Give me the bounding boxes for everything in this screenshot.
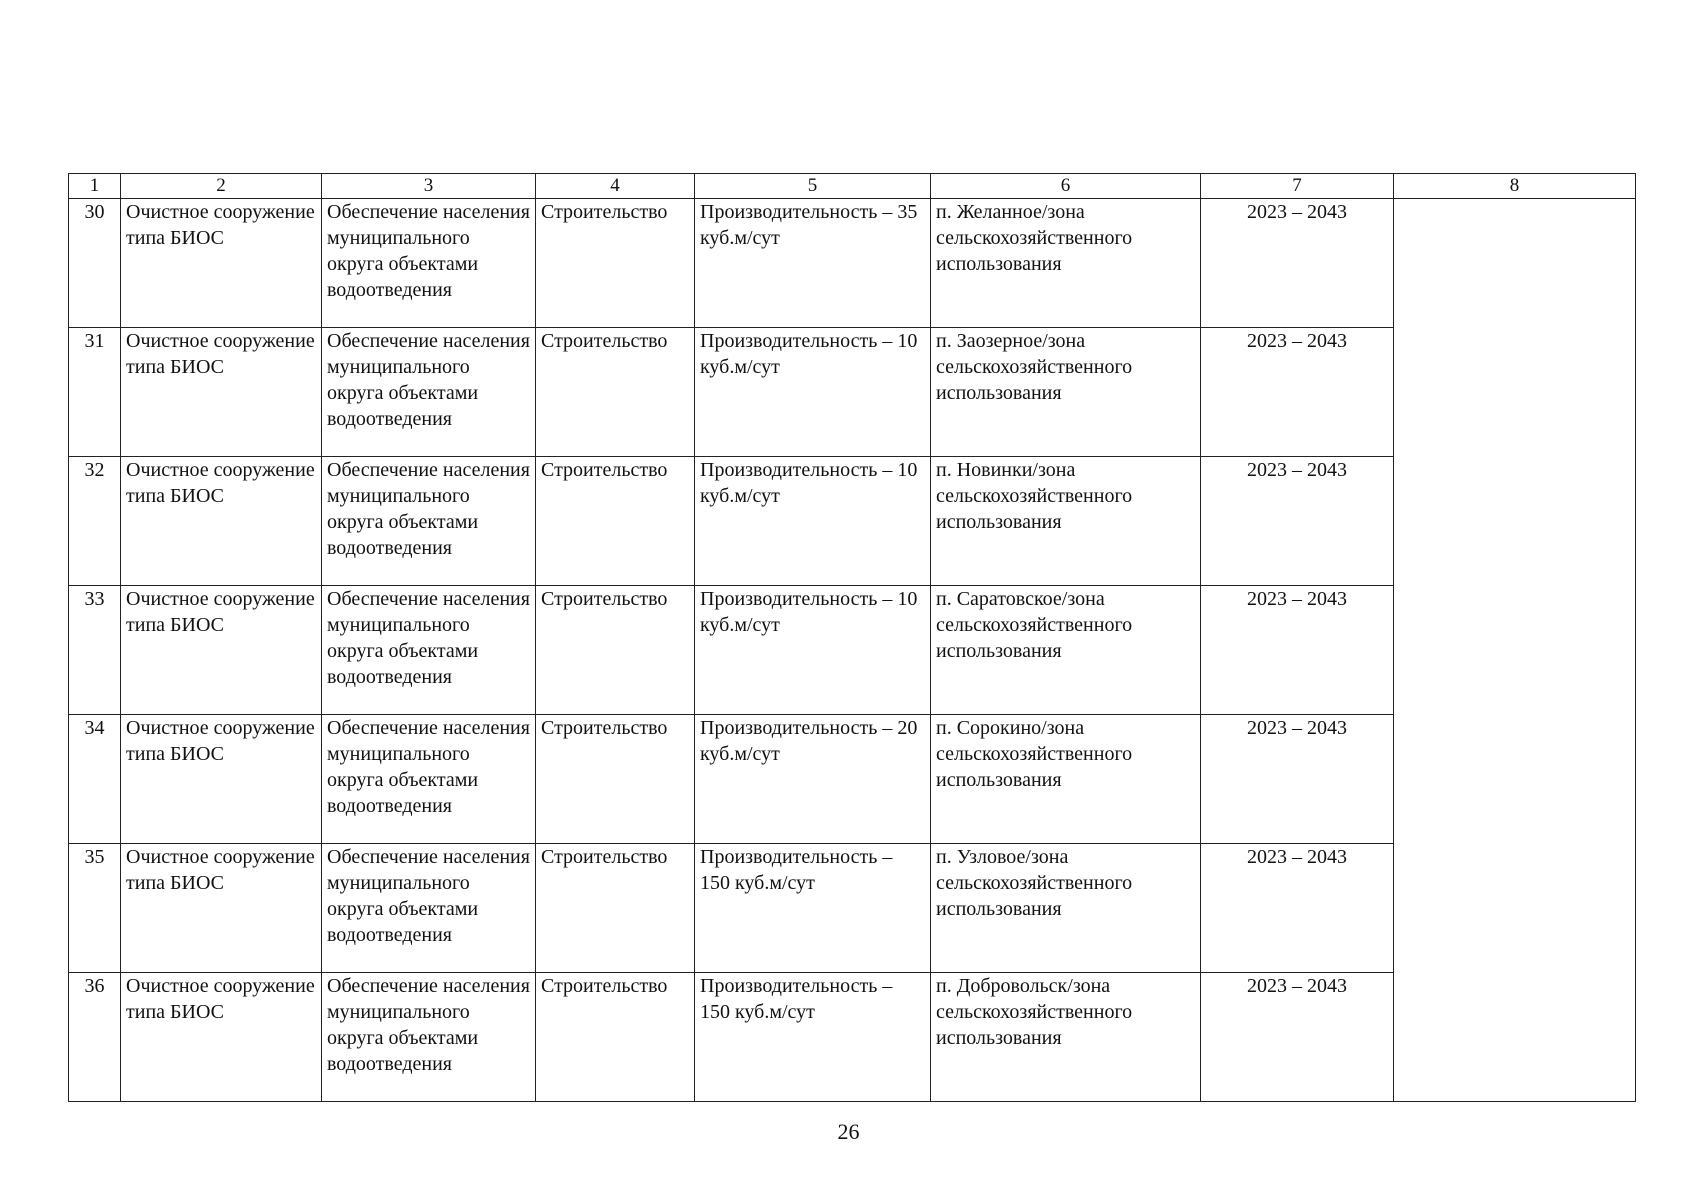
row-number: 31 [69,328,121,457]
column-header: 5 [695,174,931,199]
object-name: Очистное сооружение типа БИОС [121,973,322,1102]
object-capacity: Производительность – 150 куб.м/сут [695,973,931,1102]
object-capacity: Производительность – 10 куб.м/сут [695,328,931,457]
implementation-period: 2023 – 2043 [1201,199,1394,328]
object-location: п. Саратовское/зона сельскохозяйственного использования [931,586,1201,715]
row-number: 34 [69,715,121,844]
row-number: 36 [69,973,121,1102]
objects-table [68,173,1636,1102]
action-type: Строительство [536,586,695,715]
action-type: Строительство [536,199,695,328]
page-number: 26 [837,1119,860,1144]
object-purpose: Обеспечение населения муниципального округа объектами водоотведения [322,715,536,844]
row-number: 32 [69,457,121,586]
object-capacity: Производительность – 150 куб.м/сут [695,844,931,973]
implementation-period: 2023 – 2043 [1201,973,1394,1102]
object-capacity: Производительность – 10 куб.м/сут [695,457,931,586]
object-capacity: Производительность – 35 куб.м/сут [695,199,931,328]
object-location: п. Желанное/зона сельскохозяйственного использования [931,199,1201,328]
column-header: 8 [1394,174,1636,199]
implementation-period: 2023 – 2043 [1201,586,1394,715]
object-location: п. Добровольск/зона сельскохозяйственного использования [931,973,1201,1102]
object-name: Очистное сооружение типа БИОС [121,586,322,715]
object-purpose: Обеспечение населения муниципального округа объектами водоотведения [322,457,536,586]
column-header: 6 [931,174,1201,199]
column-8-cell [1394,199,1636,1102]
object-purpose: Обеспечение населения муниципального округа объектами водоотведения [322,586,536,715]
row-number: 35 [69,844,121,973]
action-type: Строительство [536,328,695,457]
row-number: 33 [69,586,121,715]
object-name: Очистное сооружение типа БИОС [121,457,322,586]
table-row [69,199,1636,328]
object-purpose: Обеспечение населения муниципального округа объектами водоотведения [322,199,536,328]
object-name: Очистное сооружение типа БИОС [121,844,322,973]
object-location: п. Новинки/зона сельскохозяйственного использования [931,457,1201,586]
object-name: Очистное сооружение типа БИОС [121,328,322,457]
action-type: Строительство [536,457,695,586]
action-type: Строительство [536,844,695,973]
implementation-period: 2023 – 2043 [1201,457,1394,586]
column-header: 7 [1201,174,1394,199]
object-location: п. Сорокино/зона сельскохозяйственного использования [931,715,1201,844]
action-type: Строительство [536,715,695,844]
object-name: Очистное сооружение типа БИОС [121,199,322,328]
column-header: 3 [322,174,536,199]
column-header: 2 [121,174,322,199]
implementation-period: 2023 – 2043 [1201,328,1394,457]
implementation-period: 2023 – 2043 [1201,844,1394,973]
implementation-period: 2023 – 2043 [1201,715,1394,844]
object-capacity: Производительность – 20 куб.м/сут [695,715,931,844]
column-header: 1 [69,174,121,199]
row-number: 30 [69,199,121,328]
header-row [69,174,1636,199]
object-location: п. Заозерное/зона сельскохозяйственного использования [931,328,1201,457]
object-location: п. Узловое/зона сельскохозяйственного использования [931,844,1201,973]
column-header: 4 [536,174,695,199]
action-type: Строительство [536,973,695,1102]
object-purpose: Обеспечение населения муниципального округа объектами водоотведения [322,328,536,457]
object-purpose: Обеспечение населения муниципального округа объектами водоотведения [322,844,536,973]
object-capacity: Производительность – 10 куб.м/сут [695,586,931,715]
object-name: Очистное сооружение типа БИОС [121,715,322,844]
object-purpose: Обеспечение населения муниципального округа объектами водоотведения [322,973,536,1102]
